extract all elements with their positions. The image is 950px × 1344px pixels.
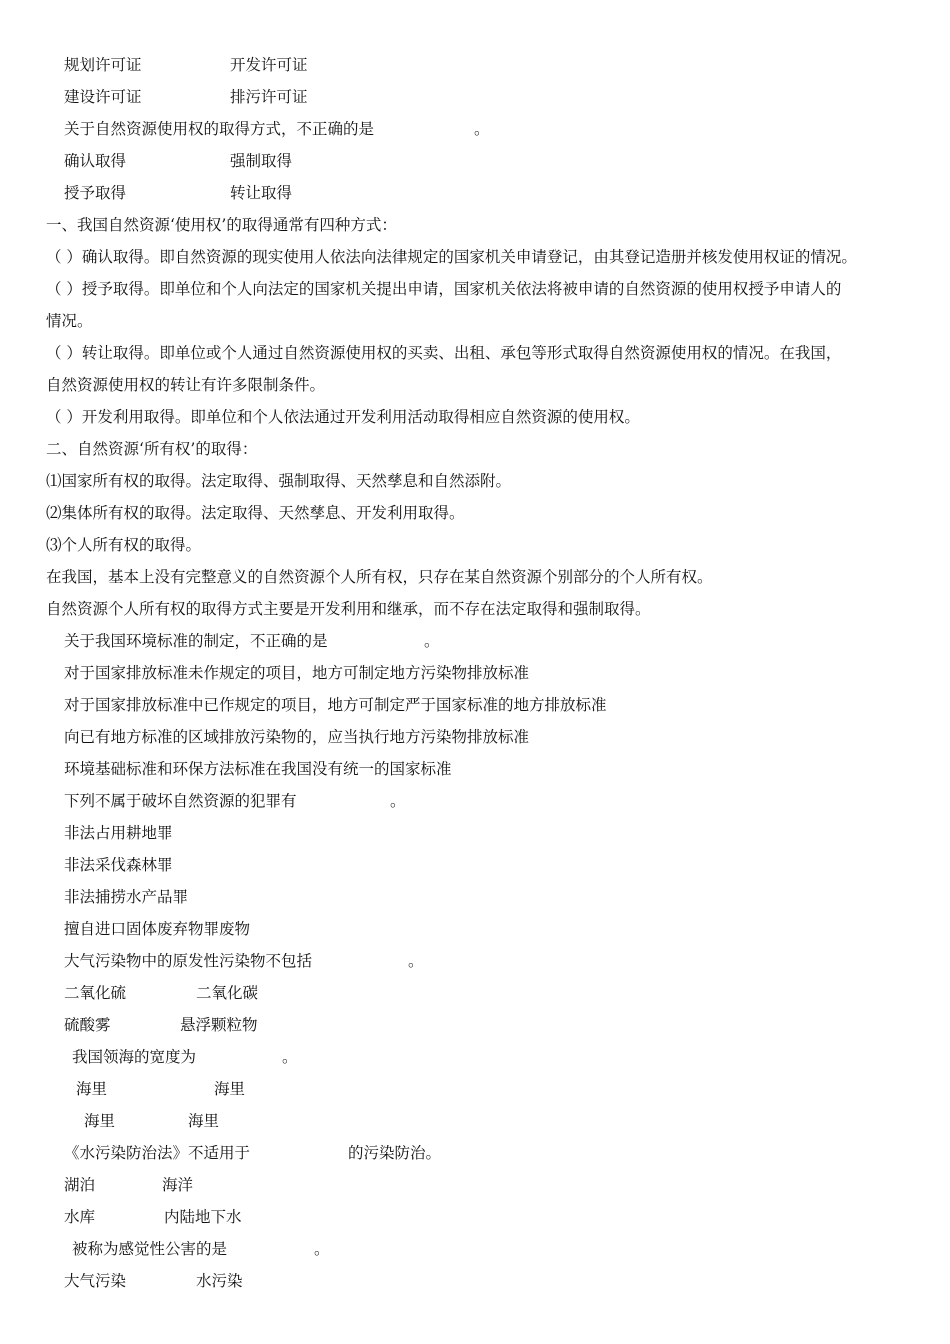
line-text: 非法采伐森林罪 <box>64 856 173 874</box>
line-text: 对于国家排放标准中已作规定的项目，地方可制定严于国家标准的地方排放标准 <box>64 696 607 714</box>
line-text: 被称为感觉性公害的是 <box>72 1240 228 1258</box>
line-text: 自然资源使用权的转让有许多限制条件。 <box>46 376 326 394</box>
line-text: 关于我国环境标准的制定，不正确的是 <box>64 632 328 650</box>
line-text-second: 转让取得 <box>230 184 293 202</box>
line-text: （ ）开发利用取得。即单位和个人依法通过开发利用活动取得相应自然资源的使用权。 <box>46 408 640 426</box>
line-text-second: 水污染 <box>196 1272 243 1290</box>
line-text: 向已有地方标准的区域排放污染物的，应当执行地方污染物排放标准 <box>64 728 530 746</box>
line-text: 水库 <box>64 1208 96 1226</box>
line-text-second: 。 <box>474 120 490 138</box>
line-text: （ ）转让取得。即单位或个人通过自然资源使用权的买卖、出租、承包等形式取得自然资源使用权的情况。在我国， <box>46 344 842 362</box>
line-text-second: 强制取得 <box>230 152 293 170</box>
line-text: ⑶个人所有权的取得。 <box>46 536 202 554</box>
line-text: 擅自进口固体废弃物罪废物 <box>64 920 251 938</box>
line-text-second: 。 <box>408 952 424 970</box>
line-text: 硫酸雾 <box>64 1016 111 1034</box>
line-text-second: 二氧化碳 <box>196 984 259 1002</box>
line-text-second: 内陆地下水 <box>164 1208 242 1226</box>
line-text: 二、自然资源‘所有权’的取得： <box>46 440 258 458</box>
line-text: 非法捕捞水产品罪 <box>64 888 189 906</box>
line-text: 授予取得 <box>64 184 127 202</box>
line-text-second: 海里 <box>188 1112 220 1130</box>
line-text: 一、我国自然资源‘使用权’的取得通常有四种方式： <box>46 216 397 234</box>
line-text: 《水污染防治法》不适用于 <box>64 1144 251 1162</box>
line-text-second: 。 <box>390 792 406 810</box>
line-text: 二氧化硫 <box>64 984 127 1002</box>
line-text: ⑴国家所有权的取得。法定取得、强制取得、天然孳息和自然添附。 <box>46 472 512 490</box>
line-text: 海里 <box>84 1112 116 1130</box>
line-text: 确认取得 <box>64 152 127 170</box>
line-text-second: 的污染防治。 <box>348 1144 442 1162</box>
line-text: 对于国家排放标准未作规定的项目，地方可制定地方污染物排放标准 <box>64 664 530 682</box>
line-text: （ ）确认取得。即自然资源的现实使用人依法向法律规定的国家机关申请登记，由其登记造册并核发使用权证的情况。 <box>46 248 857 266</box>
line-text-second: 。 <box>282 1048 298 1066</box>
line-text: 在我国，基本上没有完整意义的自然资源个人所有权，只存在某自然资源个别部分的个人所有权。 <box>46 568 713 586</box>
line-text: 湖泊 <box>64 1176 96 1194</box>
line-text: 大气污染物中的原发性污染物不包括 <box>64 952 313 970</box>
line-text: 规划许可证 <box>64 56 142 74</box>
line-text: 非法占用耕地罪 <box>64 824 173 842</box>
line-text: 我国领海的宽度为 <box>72 1048 197 1066</box>
line-text: 环境基础标准和环保方法标准在我国没有统一的国家标准 <box>64 760 452 778</box>
line-text-second: 。 <box>314 1240 330 1258</box>
line-text: 建设许可证 <box>64 88 142 106</box>
line-text-second: 。 <box>424 632 440 650</box>
line-text: 自然资源个人所有权的取得方式主要是开发利用和继承，而不存在法定取得和强制取得。 <box>46 600 651 618</box>
line-text-second: 排污许可证 <box>230 88 308 106</box>
line-text: 下列不属于破坏自然资源的犯罪有 <box>64 792 297 810</box>
line-text-second: 开发许可证 <box>230 56 308 74</box>
line-text: 关于自然资源使用权的取得方式，不正确的是 <box>64 120 375 138</box>
line-text: （ ）授予取得。即单位和个人向法定的国家机关提出申请，国家机关依法将被申请的自然资源的使用权授予申请人的 <box>46 280 842 298</box>
line-text-second: 海里 <box>214 1080 246 1098</box>
line-text: 大气污染 <box>64 1272 127 1290</box>
line-text: 情况。 <box>46 312 93 330</box>
line-text: ⑵集体所有权的取得。法定取得、天然孳息、开发利用取得。 <box>46 504 465 522</box>
line-text-second: 悬浮颗粒物 <box>180 1016 258 1034</box>
line-text-second: 海洋 <box>162 1176 194 1194</box>
line-text: 海里 <box>76 1080 108 1098</box>
